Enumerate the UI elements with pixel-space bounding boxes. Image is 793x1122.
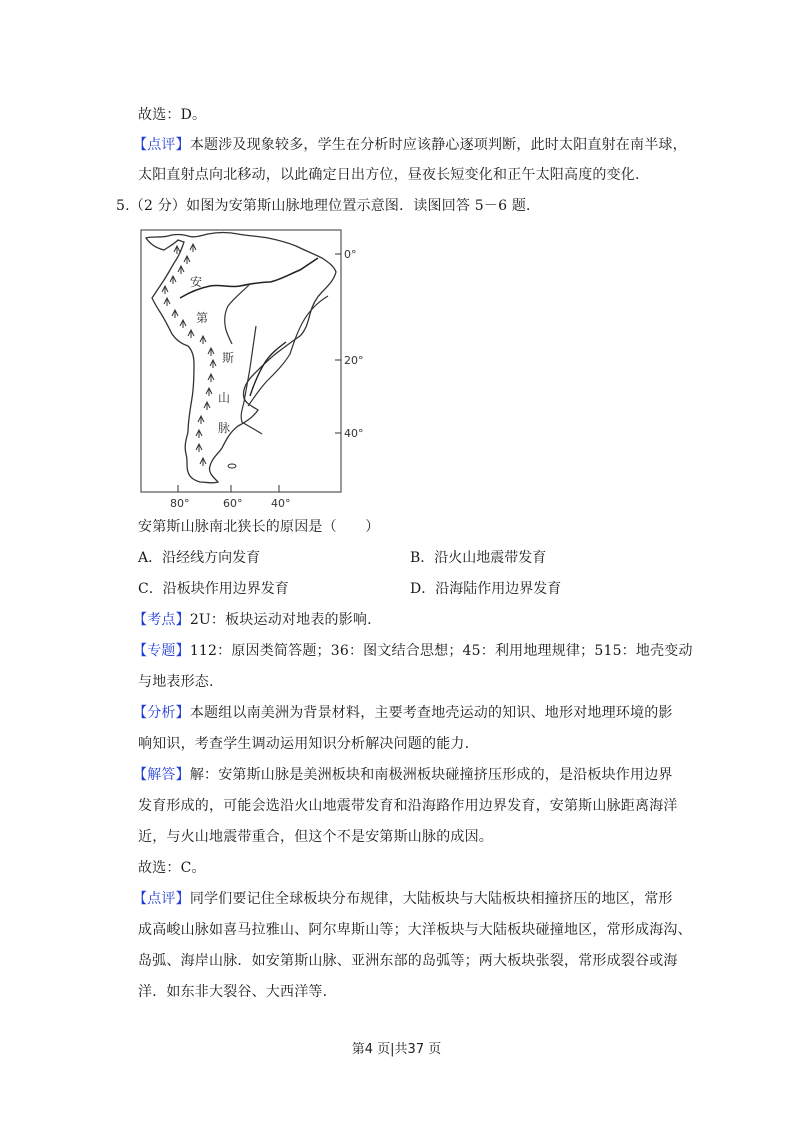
zhuanti-line1 bbox=[133, 642, 693, 660]
andes-map bbox=[138, 226, 378, 516]
lon-label-40: 40° bbox=[271, 497, 291, 510]
jieda-text: 解：安第斯山脉是美洲板块和南极洲板块碰撞挤压形成的，是沿板块作用边界 bbox=[189, 767, 673, 783]
option-c[interactable]: C．沿板块作用边界发育 bbox=[138, 581, 289, 597]
fenxi-tag: 【分析】 bbox=[133, 705, 190, 721]
zhuanti-tag: 【专题】 bbox=[133, 643, 190, 659]
prev-review-line1 bbox=[133, 136, 687, 154]
jieda-line2: 发育形成的，可能会选沿火山地震带发育和沿海路作用边界发育，安第斯山脉距离海洋 bbox=[138, 798, 678, 814]
jieda-line1 bbox=[133, 766, 673, 784]
dianping-line4: 洋．如东非大裂谷、大西洋等. bbox=[138, 984, 328, 1000]
kaodian-text: 2U：板块运动对地表的影响. bbox=[189, 612, 372, 628]
dianping-tag: 【点评】 bbox=[133, 891, 190, 907]
zhuanti-line2: 与地表形态. bbox=[138, 674, 214, 690]
andes-label-char-4: 山 bbox=[218, 391, 231, 405]
review-text: 本题涉及现象较多，学生在分析时应该静心逐项判断，此时太阳直射在南半球， bbox=[189, 137, 687, 153]
lat-label-20: 20° bbox=[344, 354, 364, 367]
fenxi-text: 本题组以南美洲为背景材料，主要考查地壳运动的知识、地形对地理环境的影 bbox=[189, 705, 673, 721]
dianping-line1 bbox=[133, 890, 673, 908]
lat-label-0: 0° bbox=[344, 248, 357, 261]
lon-label-60: 60° bbox=[223, 497, 243, 510]
answer-choice: 故选：C。 bbox=[138, 860, 206, 876]
question-stem: 安第斯山脉南北狭长的原因是（ ） bbox=[138, 519, 380, 535]
andes-label-char-1: 安 bbox=[190, 275, 203, 289]
prev-answer-choice: 故选：D。 bbox=[138, 107, 207, 123]
map-svg bbox=[138, 226, 378, 516]
andes-label-char-5: 脉 bbox=[218, 421, 231, 435]
option-d[interactable]: D．沿海陆作用边界发育 bbox=[410, 581, 562, 597]
fenxi-line1 bbox=[133, 704, 673, 722]
jieda-tag: 【解答】 bbox=[133, 767, 190, 783]
andes-label-char-2: 第 bbox=[196, 311, 209, 325]
dianping-line2: 成高峻山脉如喜马拉雅山、阿尔卑斯山等；大洋板块与大陆板块碰撞地区，常形成海沟、 bbox=[138, 922, 692, 938]
kaodian-line bbox=[133, 611, 372, 629]
andes-label-char-3: 斯 bbox=[222, 351, 235, 365]
kaodian-tag: 【考点】 bbox=[133, 612, 190, 628]
prev-review-line2: 太阳直射点向北移动，以此确定日出方位，昼夜长短变化和正午太阳高度的变化. bbox=[138, 167, 640, 183]
option-b[interactable]: B．沿火山地震带发育 bbox=[410, 550, 547, 566]
page-footer: 第4 页|共37 页 bbox=[351, 1042, 442, 1057]
lon-label-80: 80° bbox=[170, 497, 190, 510]
jieda-line3: 近，与火山地震带重合，但这个不是安第斯山脉的成因。 bbox=[138, 829, 493, 845]
option-a[interactable]: A．沿经线方向发育 bbox=[138, 550, 261, 566]
question-header: 5.（2 分）如图为安第斯山脉地理位置示意图．读图回答 5－6 题． bbox=[116, 198, 541, 214]
fenxi-line2: 响知识，考查学生调动运用知识分析解决问题的能力. bbox=[138, 736, 470, 752]
zhuanti-text: 112：原因类简答题；36：图文结合思想；45：利用地理规律；515：地壳变动 bbox=[189, 643, 693, 659]
dianping-text: 同学们要记住全球板块分布规律，大陆板块与大陆板块相撞挤压的地区，常形 bbox=[189, 891, 673, 907]
review-tag: 【点评】 bbox=[133, 137, 190, 153]
dianping-line3: 岛弧、海岸山脉．如安第斯山脉、亚洲东部的岛弧等；两大板块张裂，常形成裂谷或海 bbox=[138, 953, 678, 969]
lat-label-40: 40° bbox=[344, 427, 364, 440]
